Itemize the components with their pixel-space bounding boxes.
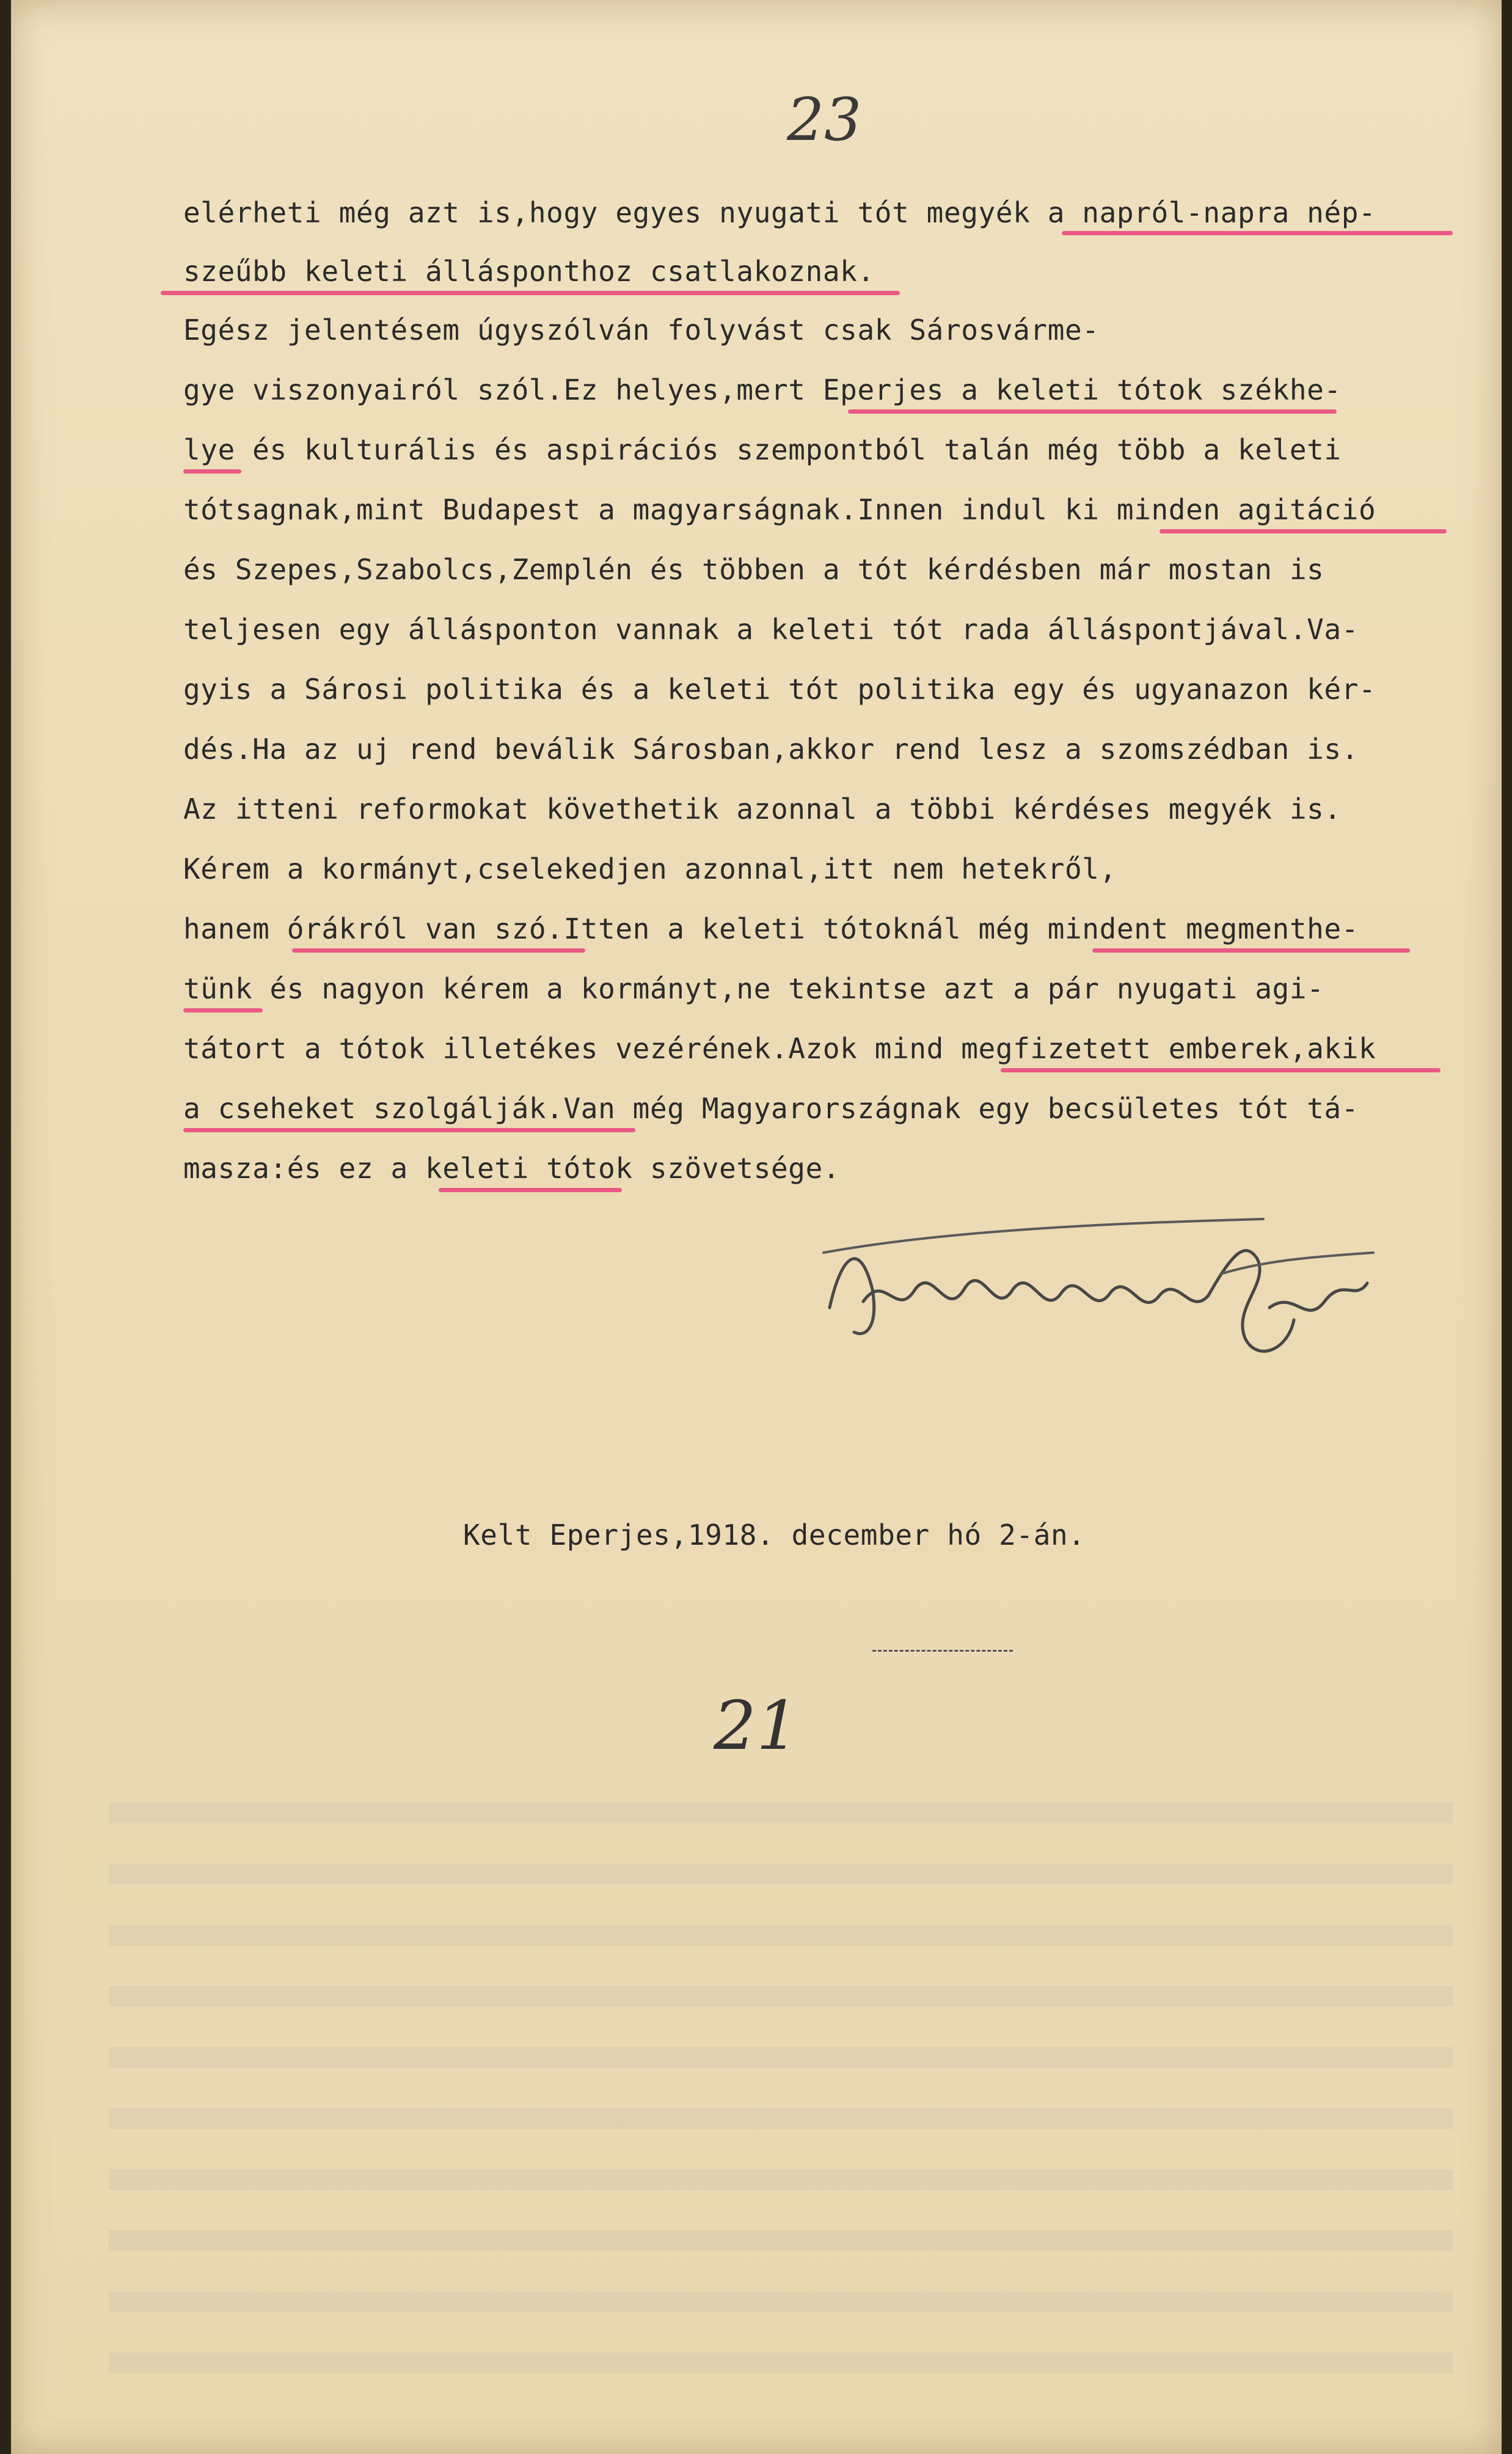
text-line: hanem órákról van szó.Itten a keleti tótoknál még mindent megmenthe- (183, 912, 1359, 945)
text-line: tótsagnak,mint Budapest a magyarságnak.Innen indul ki minden agitáció (183, 493, 1376, 526)
highlight-underline (292, 948, 585, 953)
text-line: a cseheket szolgálják.Van még Magyarországnak egy becsületes tót tá- (183, 1092, 1359, 1125)
divider-rule (872, 1650, 1013, 1652)
text-line: Kérem a kormányt,cselekedjen azonnal,itt nem hetekről, (183, 852, 1117, 885)
highlight-underline (161, 291, 900, 295)
highlight-underline (183, 1128, 635, 1132)
highlight-underline (1001, 1068, 1441, 1072)
text-line: gye viszonyairól szól.Ez helyes,mert Eperjes a keleti tótok székhe- (183, 373, 1342, 406)
text-line: gyis a Sárosi politika és a keleti tót politika egy és ugyanazon kér- (183, 673, 1376, 706)
text-line: Egész jelentésem úgyszólván folyvást csak Sárosvárme- (183, 313, 1100, 346)
highlight-underline (1062, 231, 1453, 235)
highlight-underline (1092, 948, 1410, 953)
text-line: lye és kulturális és aspirációs szempontból talán még több a keleti (183, 433, 1342, 466)
page-number: 23 (787, 86, 862, 154)
highlight-underline (848, 409, 1337, 414)
text-line: elérheti még azt is,hogy egyes nyugati tót megyék a napról-napra nép- (183, 196, 1376, 229)
date-line: Kelt Eperjes,1918. december hó 2-án. (463, 1518, 1086, 1551)
highlight-underline (183, 1008, 263, 1013)
signature (805, 1216, 1379, 1387)
text-line: Az itteni reformokat követhetik azonnal a többi kérdéses megyék is. (183, 793, 1342, 826)
text-line: tünk és nagyon kérem a kormányt,ne tekintse azt a pár nyugati agi- (183, 972, 1324, 1005)
handwritten-annotation: 21 (714, 1687, 799, 1765)
text-line: teljesen egy állásponton vannak a keleti tót rada álláspontjával.Va- (183, 613, 1359, 646)
highlight-underline (1160, 529, 1447, 533)
document-page (11, 0, 1502, 2454)
text-line: szeűbb keleti állásponthoz csatlakoznak. (183, 255, 875, 288)
text-line: masza:és ez a keleti tótok szövetsége. (183, 1152, 841, 1185)
text-line: és Szepes,Szabolcs,Zemplén és többen a tót kérdésben már mostan is (183, 553, 1324, 586)
highlight-underline (439, 1188, 622, 1192)
text-line: tátort a tótok illetékes vezérének.Azok mind megfizetett emberek,akik (183, 1032, 1376, 1065)
highlight-underline (183, 469, 241, 474)
text-line: dés.Ha az uj rend beválik Sárosban,akkor rend lesz a szomszédban is. (183, 733, 1359, 766)
